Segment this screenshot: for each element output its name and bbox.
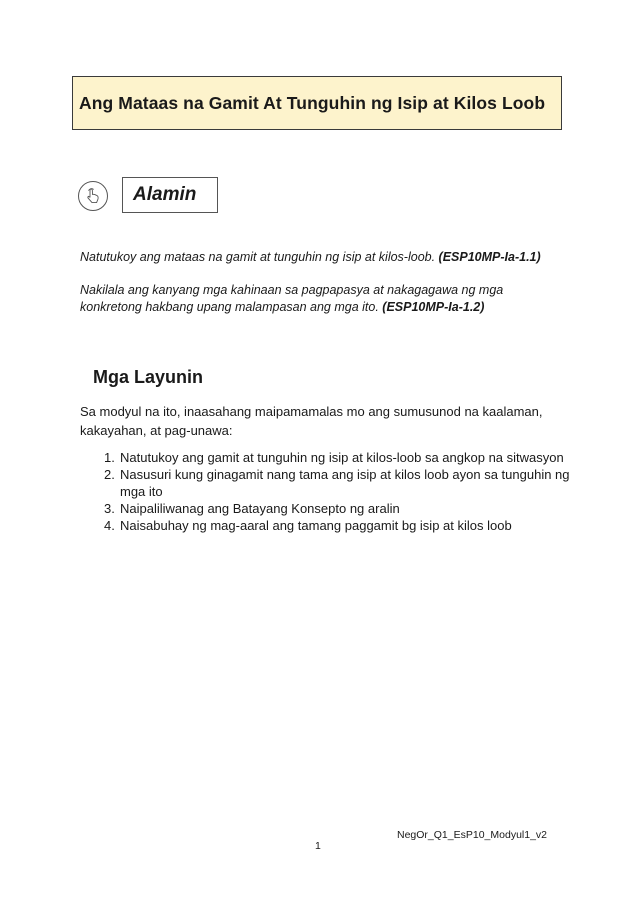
list-text: Nasusuri kung ginagamit nang tama ang isip at kilos loob ayon sa tunguhin ng mga ito <box>120 467 570 499</box>
layunin-list <box>104 449 574 534</box>
list-text: Natutukoy ang gamit at tunguhin ng isip at kilos-loob sa angkop na sitwasyon <box>120 450 564 465</box>
layunin-intro: Sa modyul na ito, inaasahang maipamamalas mo ang sumusunod na kaalaman, kakayahan, at pag-unawa: <box>80 404 543 438</box>
pointing-hand-icon <box>78 181 108 211</box>
objective-2 <box>80 282 540 316</box>
layunin-heading: Mga Layunin <box>93 367 204 387</box>
alamin-label: Alamin <box>133 184 197 205</box>
list-number: 4. <box>104 518 115 533</box>
objective-text: Nakilala ang kanyang mga kahinaan sa pagpapasya at nakagagawa ng mga konkretong hakbang upang malampasan ang mga ito. <box>80 283 504 314</box>
list-number: 1. <box>104 450 115 465</box>
list-item <box>104 517 574 534</box>
page-number: 1 <box>315 840 321 852</box>
objective-code: (ESP10MP-Ia-1.2) <box>382 300 485 314</box>
list-text: Naipaliliwanag ang Batayang Konsepto ng aralin <box>120 501 400 516</box>
list-number: 2. <box>104 467 115 482</box>
footer-module-code: NegOr_Q1_EsP10_Modyul1_v2 <box>397 829 548 841</box>
objective-text: Natutukoy ang mataas na gamit at tunguhin ng isip at kilos-loob. <box>80 250 439 264</box>
list-text: Naisabuhay ng mag-aaral ang tamang paggamit bg isip at kilos loob <box>120 518 512 533</box>
objective-code: (ESP10MP-Ia-1.1) <box>438 250 541 264</box>
list-item <box>104 500 574 517</box>
list-item <box>104 449 574 466</box>
title-box <box>72 76 562 130</box>
document-title: Ang Mataas na Gamit At Tunguhin ng Isip at Kilos Loob <box>79 92 546 113</box>
alamin-box <box>122 177 218 213</box>
list-number: 3. <box>104 501 115 516</box>
list-item <box>104 466 574 500</box>
objective-1 <box>80 249 580 266</box>
